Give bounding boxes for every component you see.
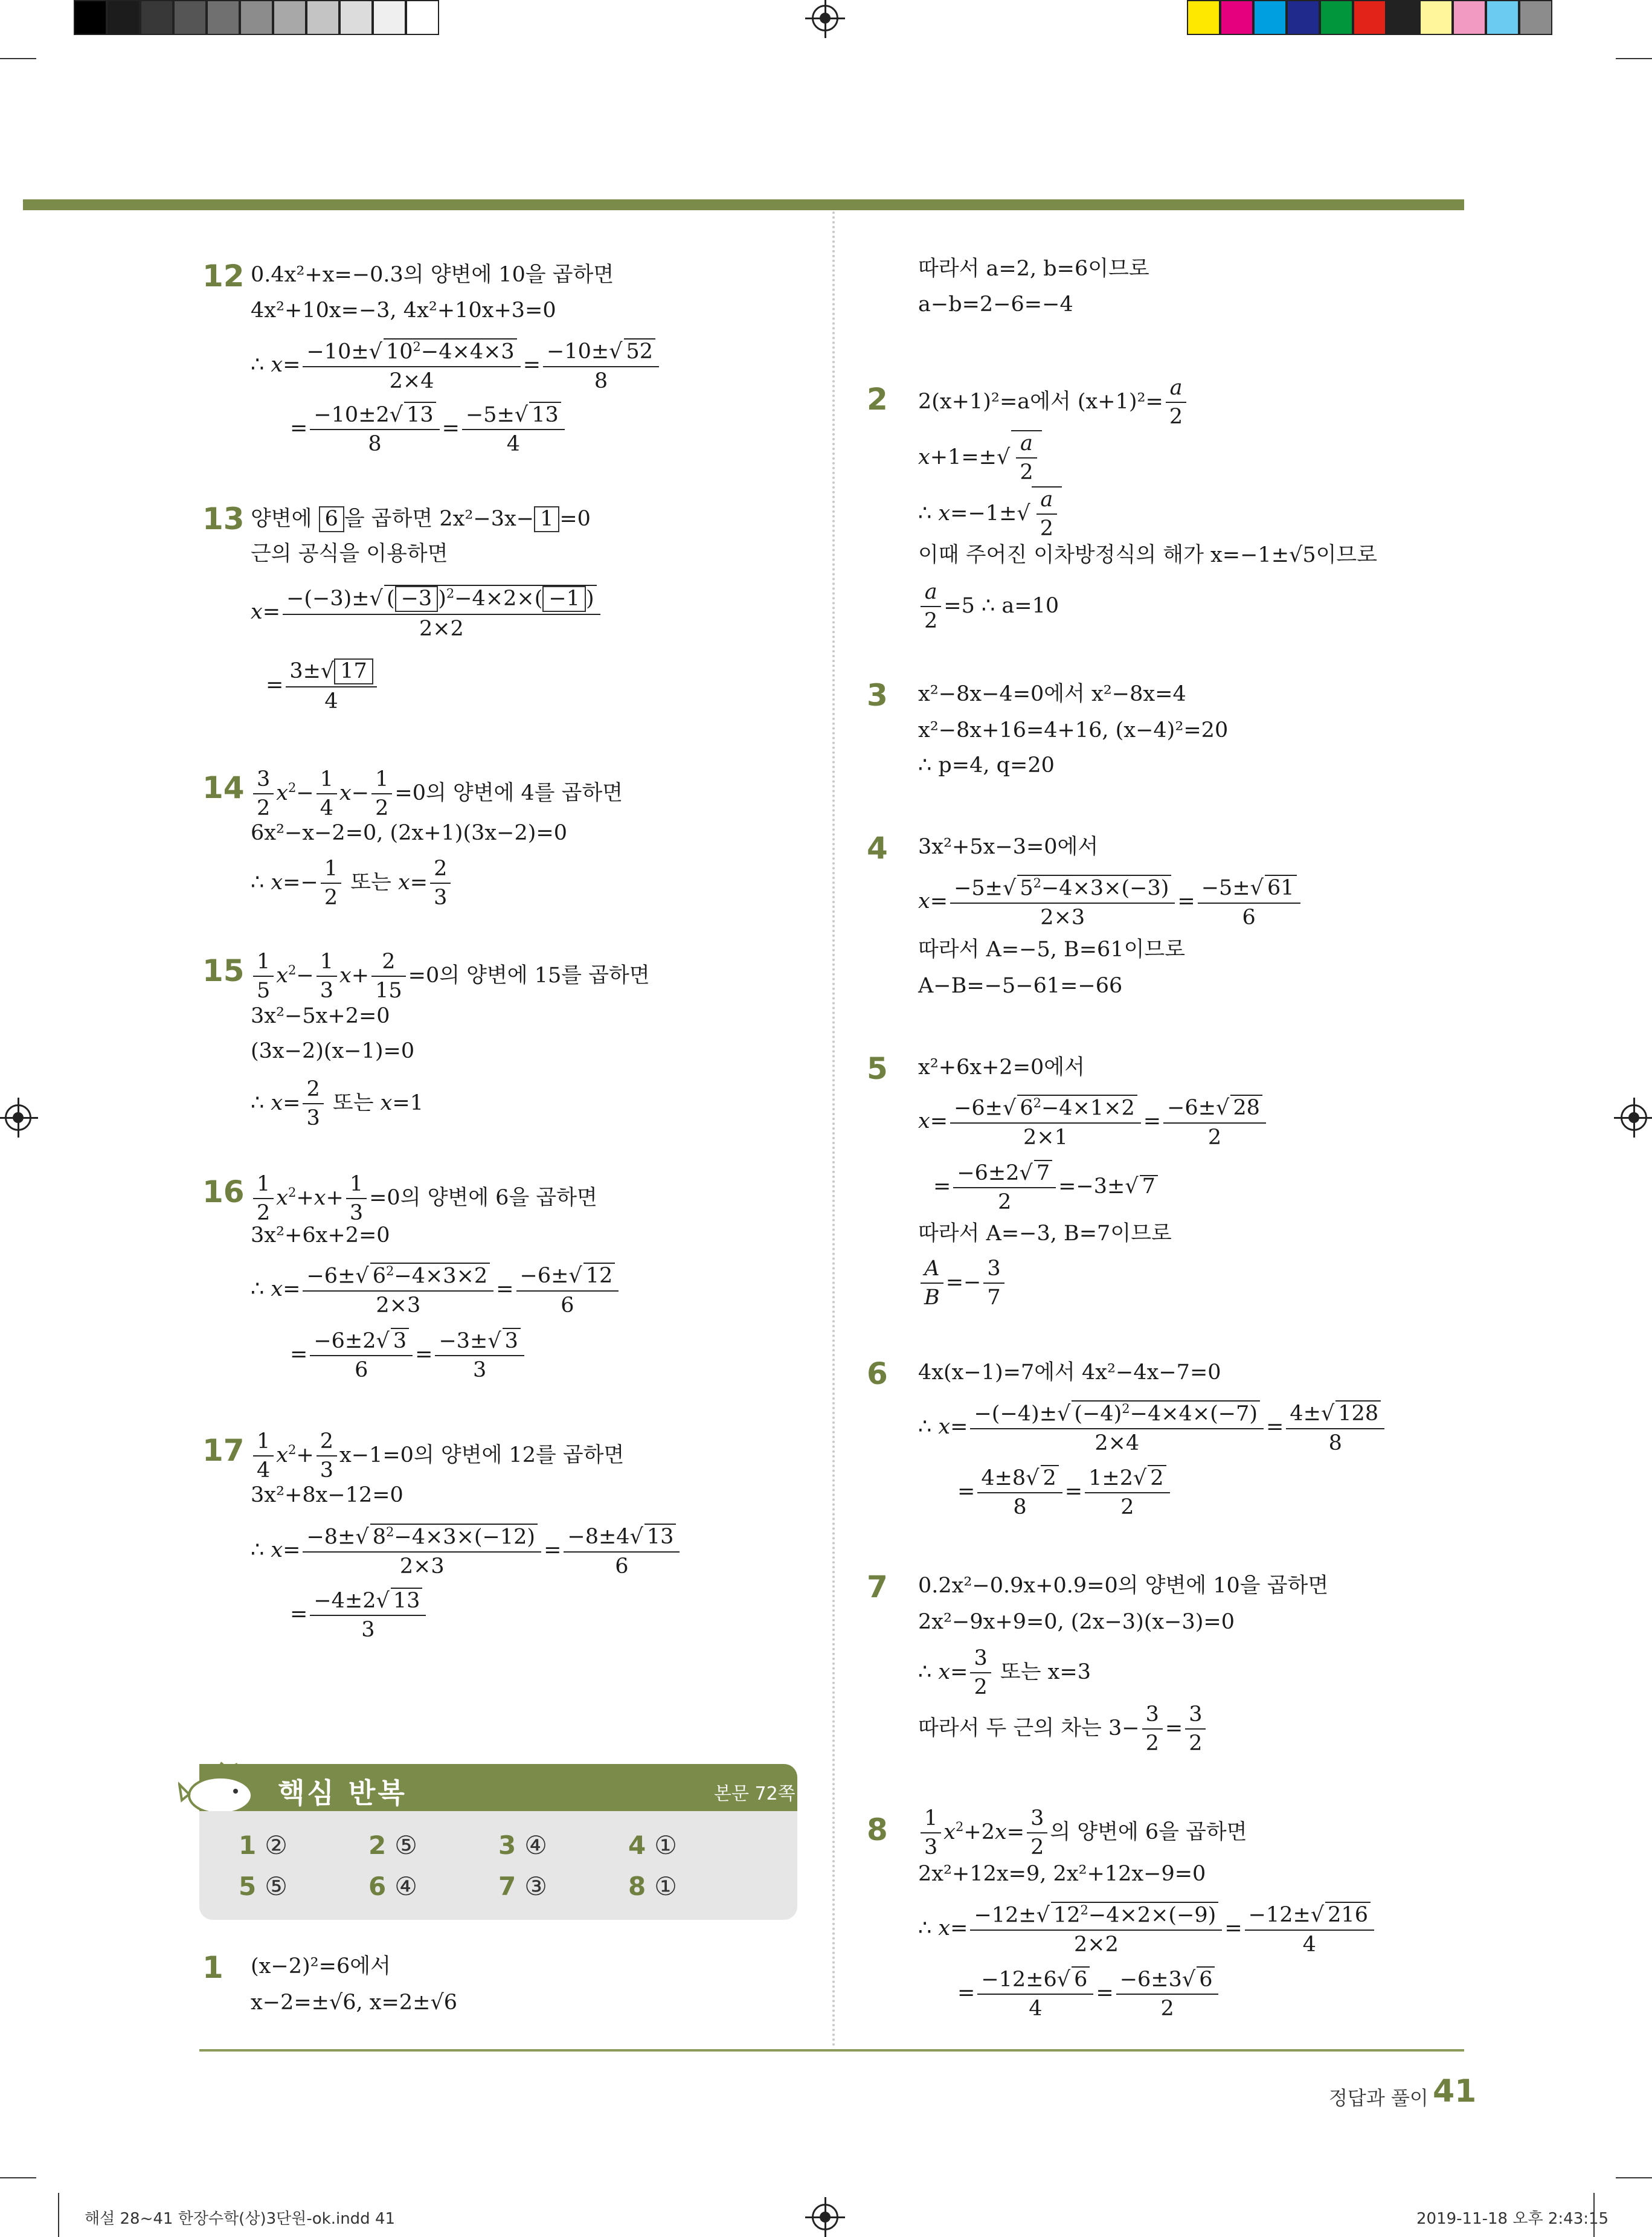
problem-number-2: 2	[867, 382, 888, 417]
blank-box: 1	[534, 506, 559, 532]
formula-line: = $\frac{-6\pm 2√ 3}{6}$ = $\frac{-3\pm√ 3}{3}$	[290, 1328, 527, 1383]
registration-mark-top	[812, 5, 838, 31]
crop-mark	[58, 2193, 59, 2237]
header-band	[23, 199, 1464, 210]
solution-line: 3x²+8x−12=0	[251, 1483, 403, 1507]
problem-number-3: 3	[867, 678, 888, 713]
solution-line: 2x²−9x+9=0, (2x−3)(x−3)=0	[918, 1610, 1235, 1634]
registration-mark-bottom	[812, 2204, 838, 2230]
formula-line: x+1=±√ $\frac{a}{2}$	[918, 430, 1042, 485]
solution-line: A−B=−5−61=−66	[918, 974, 1123, 998]
solution-line: 6x²−x−2=0, (2x+1)(3x−2)=0	[251, 821, 567, 845]
review-answer: 7 ③	[498, 1872, 547, 1901]
crop-mark	[0, 2177, 36, 2178]
problem-number-16: 16	[202, 1174, 245, 1209]
formula-line: ∴ x=− $\frac{1}{2}$ 또는 x= $\frac{2}{3}$	[251, 857, 453, 910]
problem-number-7: 7	[867, 1569, 888, 1605]
registration-mark-left	[5, 1104, 31, 1131]
column-divider	[832, 211, 835, 2048]
crop-mark	[1616, 2177, 1652, 2178]
solution-line: (x−2)²=6에서	[251, 1954, 391, 1978]
review-answer: 5 ⑤	[239, 1872, 288, 1901]
solution-line: 3x²−5x+2=0	[251, 1004, 390, 1028]
solution-line: 4x(x−1)=7에서 4x²−4x−7=0	[918, 1360, 1221, 1385]
solution-line: 근의 공식을 이용하면	[251, 542, 448, 566]
solution-line: 0.2x²−0.9x+0.9=0의 양변에 10을 곱하면	[918, 1574, 1329, 1598]
solution-line: x²−8x+16=4+16, (x−4)²=20	[918, 718, 1229, 742]
slug-right: 2019-11-18 오후 2:43:15	[1416, 2210, 1609, 2228]
formula-line: = $\frac{-6\pm 2√ 7}{2}$ =−3±√ 7	[933, 1160, 1158, 1215]
blank-box: 6	[319, 506, 344, 532]
formula-line: $\frac{A}{B}$ =− $\frac{3}{7}$	[918, 1257, 1007, 1310]
solution-line: $\frac{3}{2}$ $x^2-$ $\frac{1}{4}$ x− $\frac{1}{2}$ =0의 양변에 4를 곱하면	[251, 767, 623, 821]
solution-line: 0.4x²+x=−0.3의 양변에 10을 곱하면	[251, 263, 614, 287]
slug-left: 해설 28~41 한장수학(상)3단원-ok.indd 41	[85, 2210, 396, 2228]
review-answer: 6 ④	[368, 1872, 417, 1901]
whale-icon	[178, 1758, 257, 1818]
review-answer: 8 ①	[628, 1872, 677, 1901]
problem-number-12: 12	[202, 259, 245, 294]
review-answer: 4 ①	[628, 1830, 677, 1860]
solution-line: x²−8x−4=0에서 x²−8x=4	[918, 682, 1186, 706]
solution-line: x−2=±√6, x=2±√6	[251, 1991, 458, 2015]
solution-line: 3x²+6x+2=0	[251, 1223, 390, 1247]
solution-line: x²+6x+2=0에서	[918, 1055, 1085, 1080]
formula-line: ∴ x= $\frac{3}{2}$ 또는 x=3	[918, 1646, 1091, 1700]
formula-line: = $\frac{-10\pm 2√ 13}{8}$ = $\frac{-5\pm√ 13}{4}$	[290, 402, 567, 457]
formula-line: x= $\frac{-5\pm√ 5^2-4\times 3\times(-3)}{2\times 3}$ = $\frac{-5\pm√ 61}{6}$	[918, 875, 1303, 930]
solution-line: 2x²+12x=9, 2x²+12x−9=0	[918, 1862, 1206, 1886]
problem-number-15: 15	[202, 953, 245, 988]
solution-line: 이때 주어진 이차방정식의 해가 x=−1±√5이므로	[918, 543, 1378, 567]
problem-number-8: 8	[867, 1812, 888, 1847]
solution-line: 따라서 A=−3, B=7이므로	[918, 1221, 1172, 1246]
formula-line: ∴ x= $\frac{-8\pm√ 8^2-4\times 3\times(-12)}{2\times 3}$ = $\frac{-8\pm 4√ 13}{6}$	[251, 1524, 682, 1579]
problem-number-1: 1	[202, 1950, 223, 1985]
problem-number-6: 6	[867, 1356, 888, 1391]
formula-line: 따라서 두 근의 차는 3− $\frac{3}{2}$ = $\frac{3}{2}$	[918, 1702, 1208, 1756]
footer-label: 정답과 풀이	[1329, 2087, 1429, 2110]
registration-mark-right	[1621, 1104, 1647, 1131]
solution-line: ∴ p=4, q=20	[918, 753, 1055, 777]
formula-line: = $\frac{4\pm 8√ 2}{8}$ = $\frac{1\pm 2√ 2}{2}$	[957, 1465, 1172, 1520]
solution-line: $\frac{1}{4}$ $x^2+$ $\frac{2}{3}$ x−1=0의 양변에 12를 곱하면	[251, 1429, 624, 1483]
review-title: 핵심 반복	[278, 1777, 407, 1809]
review-answer: 1 ②	[239, 1830, 288, 1860]
solution-line: (3x−2)(x−1)=0	[251, 1039, 415, 1063]
review-answers-panel	[199, 1811, 797, 1920]
problem-number-17: 17	[202, 1433, 245, 1468]
crop-mark	[1616, 58, 1652, 59]
formula-line: ∴ x= $\frac{-6\pm√ 6^2-4\times 3\times 2}{2\times 3}$ = $\frac{-6\pm√ 12}{6}$	[251, 1263, 621, 1318]
problem-number-14: 14	[202, 770, 245, 805]
formula-line: ∴ x=−1±√ $\frac{a}{2}$	[918, 486, 1062, 541]
formula-line: ∴ x= $\frac{-12\pm√ 12^2-4\times 2\times(-9)}{2\times 2}$ = $\frac{-12\pm√ 216}{4}$	[918, 1902, 1377, 1957]
formula-line: = $\frac{3\pm√ 17}{4}$	[266, 658, 379, 713]
solution-line: 따라서 A=−5, B=61이므로	[918, 938, 1186, 962]
formula-line: x= $\frac{-6\pm√ 6^2-4\times 1\times 2}{2\times 1}$ = $\frac{-6\pm√ 28}{2}$	[918, 1095, 1268, 1150]
review-answer: 3 ④	[498, 1830, 547, 1860]
problem-number-5: 5	[867, 1051, 888, 1086]
solution-line: 4x²+10x=−3, 4x²+10x+3=0	[251, 298, 556, 323]
review-answer: 2 ⑤	[368, 1830, 417, 1860]
page-number: 41	[1433, 2073, 1477, 2110]
solution-line: 따라서 a=2, b=6이므로	[918, 257, 1149, 281]
formula-line: ∴ x= $\frac{-(-4)\pm√ (-4)^2-4\times 4\times(-7)}{2\times 4}$ = $\frac{4\pm√ 128}{8}$	[918, 1400, 1387, 1455]
footer-rule	[199, 2049, 1464, 2052]
formula-line: $\frac{a}{2}$ =5 ∴ a=10	[918, 580, 1059, 634]
review-page-ref: 본문 72쪽	[714, 1783, 795, 1804]
solution-line: 3x²+5x−3=0에서	[918, 835, 1099, 859]
solution-line: 양변에 6 을 곱하면 2x²−3x− 1 =0	[251, 507, 591, 531]
solution-line: 2(x+1)²=a에서 (x+1)²= $\frac{a}{2}$	[918, 376, 1189, 430]
solution-line: $\frac{1}{3}$ $x^2+2x=$ $\frac{3}{2}$ 의 양변에 6을 곱하면	[918, 1806, 1247, 1860]
formula-line: x= $\frac{-(-3)\pm√ ( -3 )^2-4\times 2\times( -1 )}{2\times 2}$	[251, 585, 603, 641]
solution-line: a−b=2−6=−4	[918, 292, 1073, 317]
crop-mark	[0, 58, 36, 59]
formula-line: = $\frac{-4\pm 2√ 13}{3}$	[290, 1588, 428, 1643]
formula-line: = $\frac{-12\pm 6√ 6}{4}$ = $\frac{-6\pm 3√ 6}{2}$	[957, 1966, 1221, 2021]
formula-line: ∴ x= $\frac{2}{3}$ 또는 x=1	[251, 1077, 424, 1131]
problem-number-13: 13	[202, 501, 245, 536]
solution-line: $\frac{1}{5}$ $x^2-$ $\frac{1}{3}$ x+ $\frac{2}{15}$ =0의 양변에 15를 곱하면	[251, 950, 650, 1003]
problem-number-4: 4	[867, 831, 888, 866]
formula-line: ∴ x= $\frac{-10\pm√ 10^2-4\times 4\times 3}{2\times 4}$ = $\frac{-10\pm√ 52}{8}$	[251, 338, 661, 393]
solution-line: $\frac{1}{2}$ $x^2+x+$ $\frac{1}{3}$ =0의 양변에 6을 곱하면	[251, 1172, 597, 1226]
